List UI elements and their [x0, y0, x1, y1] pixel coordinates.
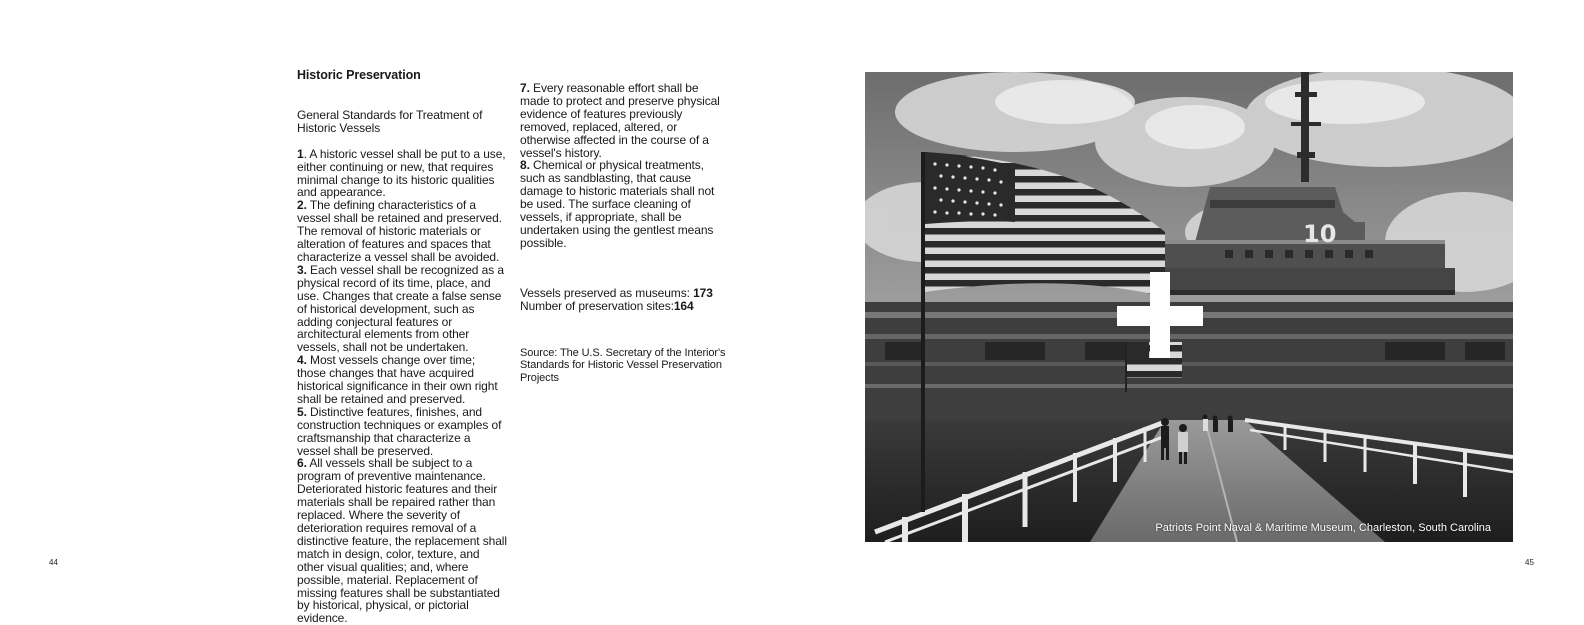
subtitle: General Standards for Treatment of Historic Vessels — [297, 107, 483, 135]
standard-text: Chemical or physical treatments, such as sandblasting, that cause damage to historic materials shall not be used. The surface cleaning of vessels, if appropriate, shall be undertaken using the gentlest means possible. — [520, 158, 715, 250]
standard-number: 3. — [297, 262, 307, 277]
page-number-left: 44 — [49, 558, 58, 567]
standard-number: 2. — [297, 198, 307, 213]
photo-illustration — [865, 72, 1513, 542]
standard-text: Each vessel shall be recognized as a physical record of its time, place, and use. Changes that create a false sense of historical development, such as adding conjectural features or architectural elements from other vessels, shall not be undertaken. — [297, 262, 504, 355]
text-column-right — [520, 82, 730, 384]
standard-7 — [520, 82, 730, 159]
stat-label: Vessels preserved as museums: — [520, 285, 694, 300]
standard-text: A historic vessel shall be put to a use, either continuing or new, that requires minimal change to its historic qualities and appearance. — [297, 146, 506, 200]
stat-value: 173 — [693, 285, 713, 300]
standard-4 — [297, 354, 507, 406]
standard-3 — [297, 264, 507, 354]
standard-text: Every reasonable effort shall be made to protect and preserve physical evidence of features previously removed, replaced, altered, or otherwise affected in the course of a vessel's history. — [520, 81, 720, 160]
text-column-left — [297, 69, 507, 625]
standard-text: Distinctive features, finishes, and construction techniques or examples of craftsmanship that characterize a vessel shall be preserved. — [297, 404, 502, 458]
standard-1 — [297, 148, 507, 200]
stat-label: Number of preservation sites: — [520, 298, 674, 313]
hull-number: 10 — [1303, 220, 1337, 248]
page-title: Historic Preservation — [297, 68, 421, 82]
standard-text: The defining characteristics of a vessel shall be retained and preserved. The removal of historic materials or alteration of features and spaces that characterize a vessel shall be avoided. — [297, 198, 502, 264]
standard-5 — [297, 406, 507, 458]
statistics — [520, 287, 730, 313]
standard-6 — [297, 457, 507, 625]
stat-sites — [520, 300, 730, 313]
photo-caption: Patriots Point Naval & Maritime Museum, Charleston, South Carolina — [1155, 522, 1491, 534]
standard-8 — [520, 159, 730, 249]
ship-photo — [865, 72, 1513, 542]
separator: . — [303, 146, 310, 161]
standard-2 — [297, 199, 507, 264]
standard-text: All vessels shall be subject to a program of preventive maintenance. Deteriorated historic features and their materials shall be repaired rather than replaced. Where the severity of deterioration requires removal of a distinctive feature, the replacement shall match in design, color, texture, and other visual qualities; and, where possible, material. Replacement of missing features shall be substantiated by historical, physical, or pictorial evidence. — [297, 456, 507, 625]
source-note: Source: The U.S. Secretary of the Interior's Standards for Historic Vessel Preservation Projects — [520, 346, 726, 384]
stat-value: 164 — [673, 298, 694, 313]
standard-number: 8. — [520, 158, 530, 173]
flagpole — [921, 152, 925, 512]
standard-number: 4. — [297, 353, 307, 368]
standard-number: 1 — [297, 146, 304, 161]
standard-number: 6. — [297, 456, 307, 471]
standard-number: 5. — [297, 404, 307, 419]
ship-mast — [1301, 72, 1309, 182]
standard-text: Most vessels change over time; those changes that have acquired historical significance in their own right shall be retained and preserved. — [297, 353, 498, 406]
standard-number: 7. — [520, 81, 530, 95]
page-number-right: 45 — [1525, 558, 1534, 567]
